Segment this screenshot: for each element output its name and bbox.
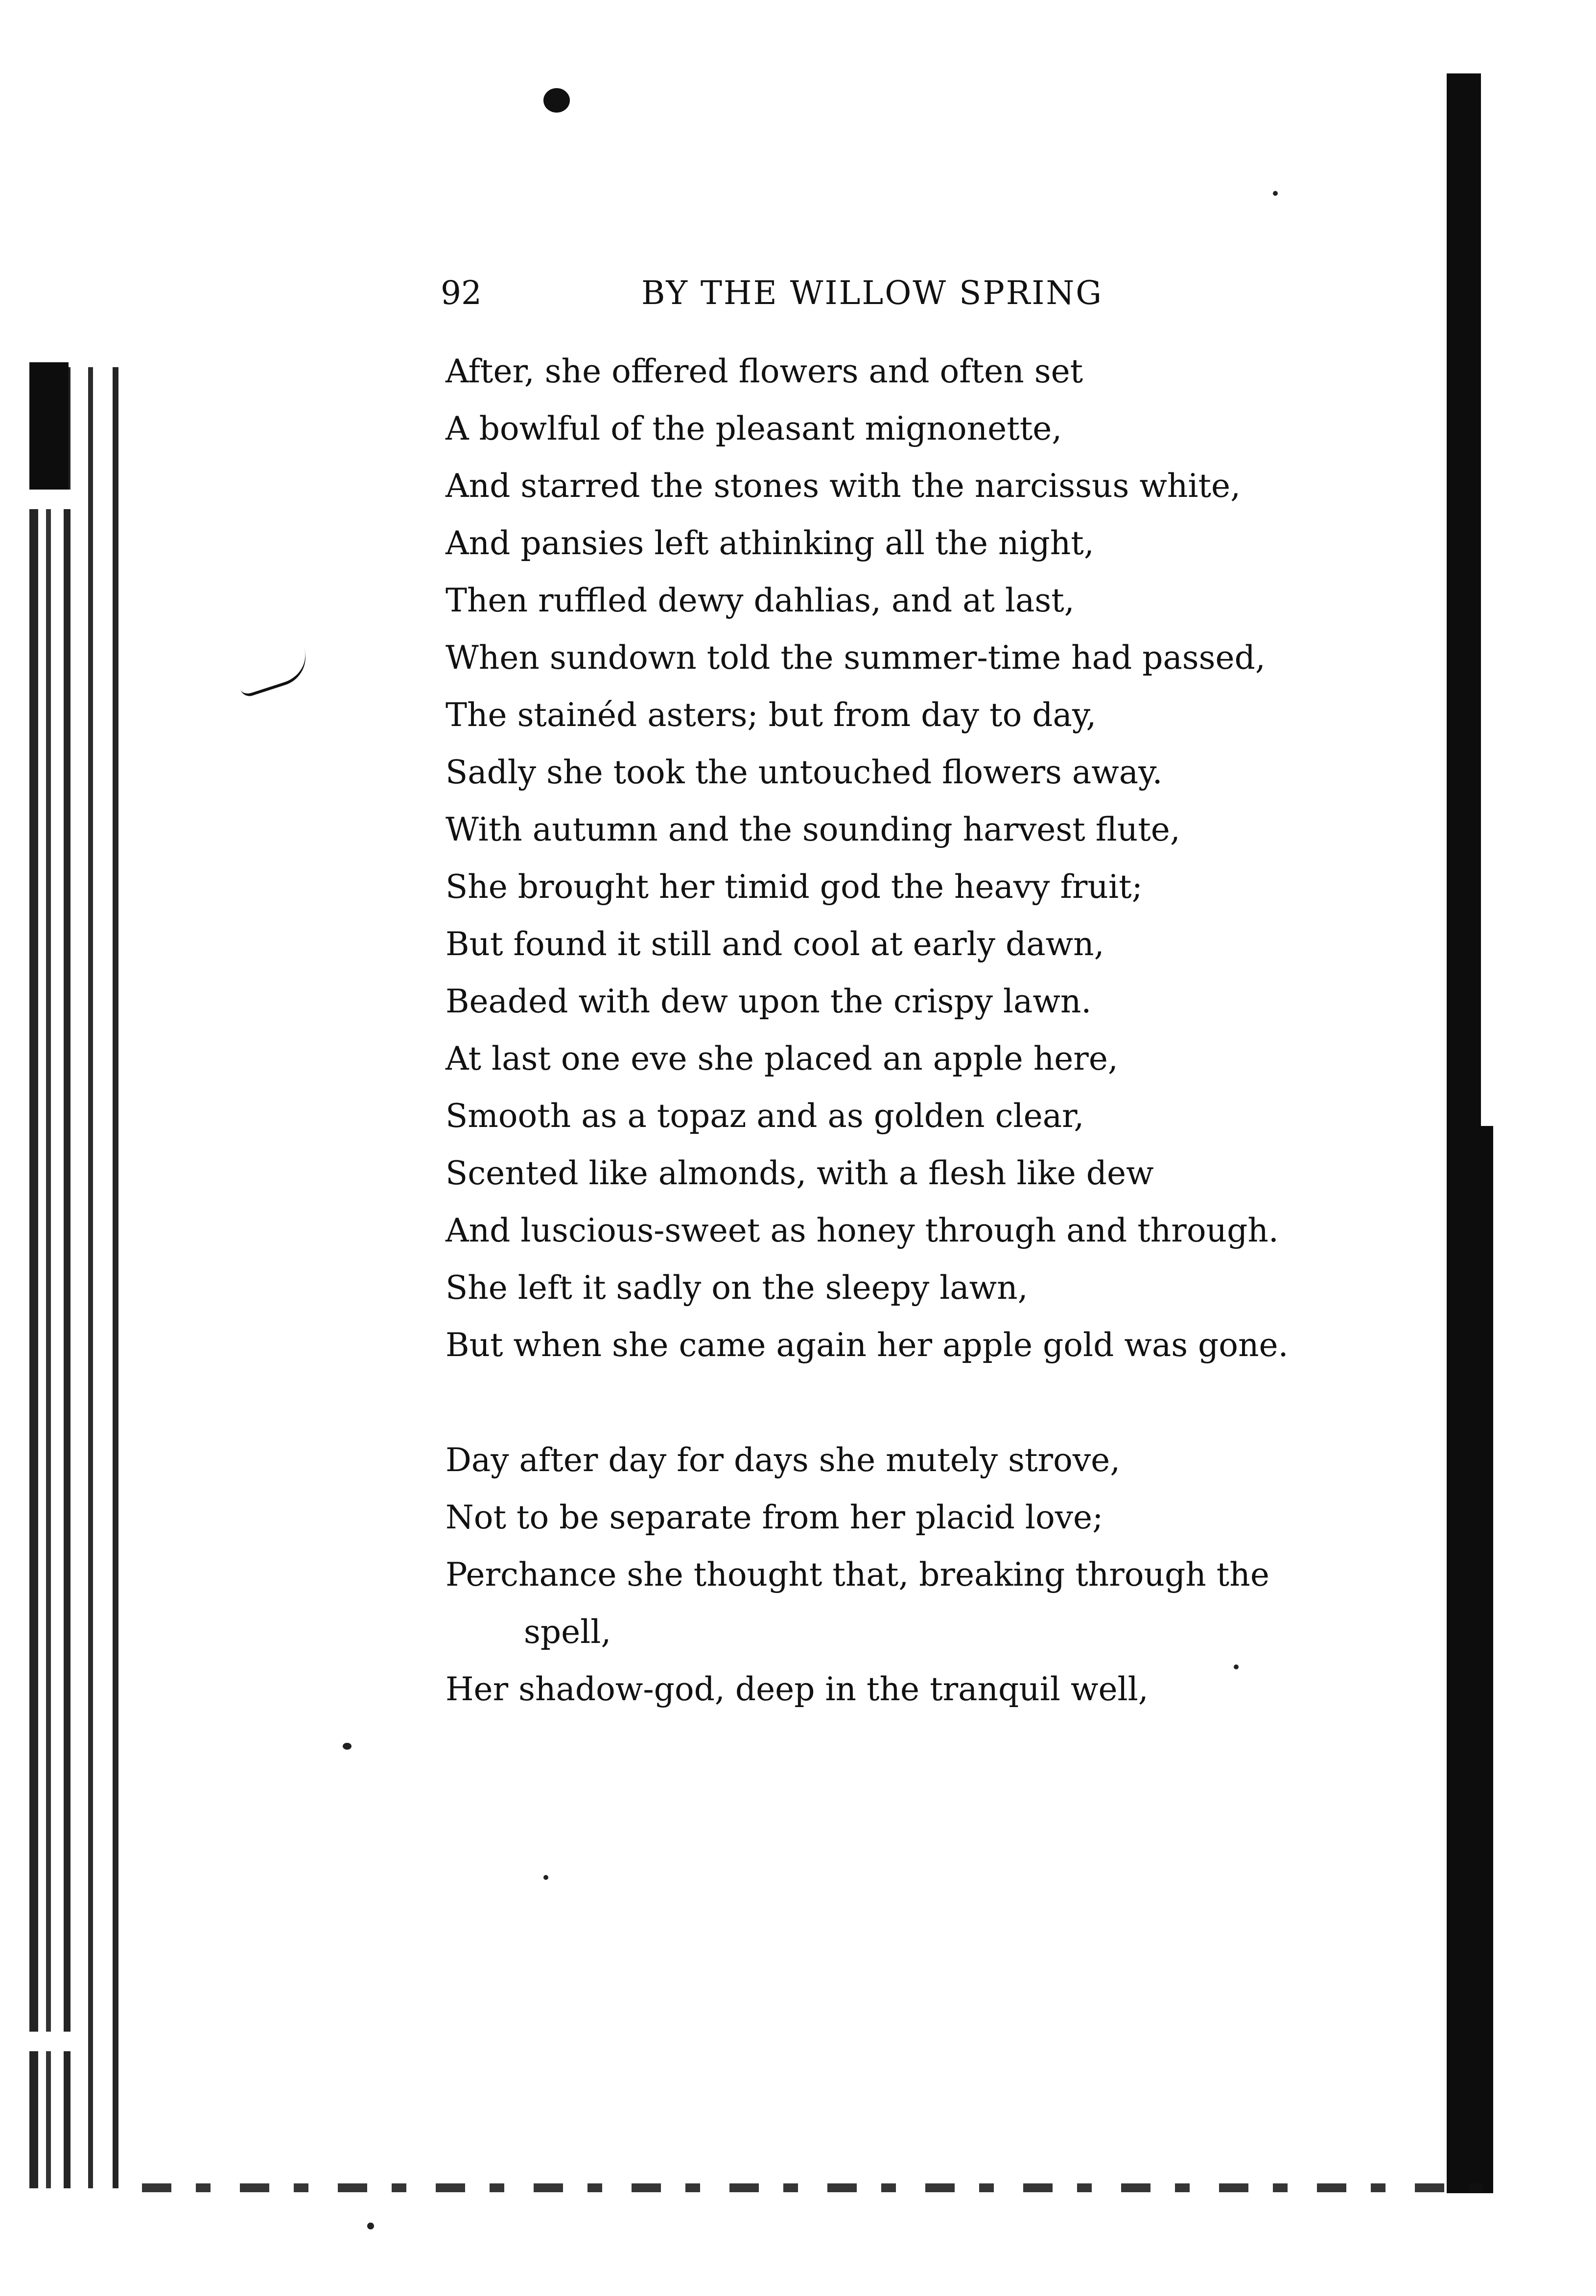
- poem-line: Her shadow-god, deep in the tranquil well,: [446, 1670, 1149, 1708]
- poem-line: And pansies left athinking all the night,: [446, 524, 1094, 562]
- poem-line: With autumn and the sounding harvest flute,: [446, 811, 1180, 848]
- speck: [543, 1875, 548, 1880]
- stanza: [446, 343, 1376, 1374]
- poem-line: After, she offered flowers and often set: [446, 352, 1083, 390]
- poem-line: Perchance she thought that, breaking through the: [446, 1556, 1269, 1593]
- poem-line: A bowlful of the pleasant mignonette,: [446, 410, 1062, 447]
- poem-line: Day after day for days she mutely strove,: [446, 1441, 1121, 1479]
- poem-line: Then ruffled dewy dahlias, and at last,: [446, 582, 1075, 619]
- speck: [343, 1743, 352, 1750]
- poem-line: The stainéd asters; but from day to day,: [446, 696, 1097, 734]
- poem-line: She brought her timid god the heavy fruit;: [446, 868, 1143, 906]
- page-number: 92: [441, 274, 482, 312]
- scan-gap: [20, 2032, 78, 2051]
- poem-line: spell,: [524, 1613, 611, 1651]
- poem-line: But found it still and cool at early dawn,: [446, 925, 1104, 963]
- poem-line: She left it sadly on the sleepy lawn,: [446, 1269, 1028, 1307]
- poem-line: And starred the stones with the narcissus white,: [446, 467, 1241, 505]
- speck: [367, 2223, 374, 2229]
- scan-edge-bottom: [142, 2183, 1493, 2192]
- scan-edge-right-lower: [1474, 1126, 1493, 2193]
- scan-gap: [20, 490, 78, 509]
- poem-line: When sundown told the summer-time had passed,: [446, 639, 1266, 677]
- poem-line: Scented like almonds, with a flesh like dew: [446, 1154, 1154, 1192]
- poem-line: But when she came again her apple gold was gone.: [446, 1326, 1289, 1364]
- scan-edge-left: [29, 367, 142, 2188]
- poem-line: Sadly she took the untouched flowers away.: [446, 753, 1163, 791]
- stanza: [446, 1431, 1376, 1718]
- poem-line: And luscious-sweet as honey through and through.: [446, 1212, 1279, 1249]
- speck: [1273, 191, 1278, 196]
- pencil-mark: [230, 636, 313, 699]
- poem-body: [446, 343, 1376, 1718]
- ink-blot-mark: [543, 88, 570, 113]
- running-head: BY THE WILLOW SPRING: [641, 274, 1103, 312]
- poem-line: Beaded with dew upon the crispy lawn.: [446, 983, 1092, 1020]
- poem-line: Not to be separate from her placid love;: [446, 1499, 1103, 1536]
- scan-block-left: [29, 362, 69, 490]
- poem-line: At last one eve she placed an apple here,: [446, 1040, 1118, 1078]
- poem-line: Smooth as a topaz and as golden clear,: [446, 1097, 1084, 1135]
